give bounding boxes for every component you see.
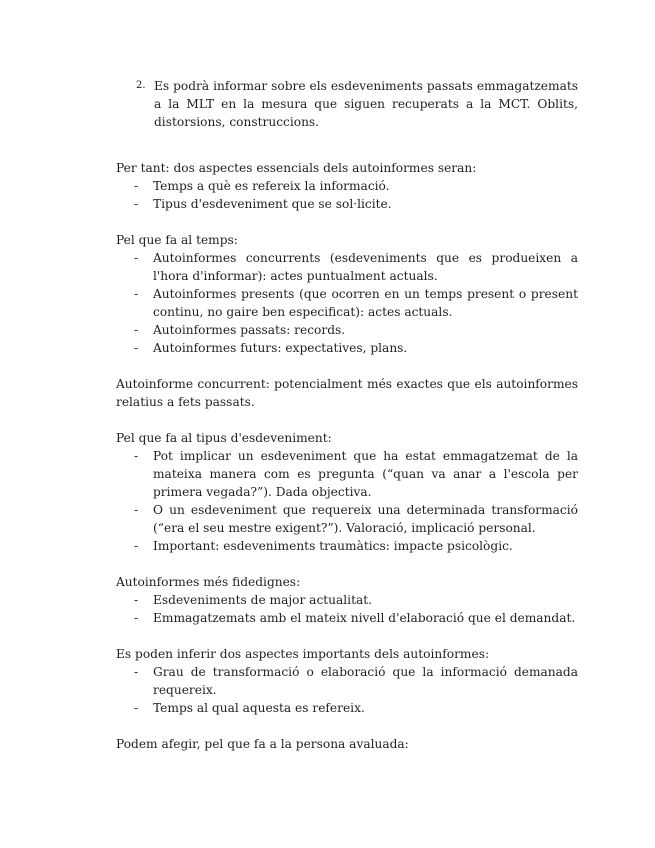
list-item: - Temps al qual aquesta es refereix. [134,701,365,715]
document-page [116,77,578,753]
list-item: - Autoinformes concurrents (esdeveniments que es produeixen a l'hora d'informar): actes puntualment actuals. [134,251,578,283]
section7-text: Podem afegir, pel que fa a la persona avaluada: [116,737,409,751]
item-text: Es podrà informar sobre els esdeveniments passats emmagatzemats a la MLT en la mesura que siguen recuperats a la MCT. Oblits, distorsions, construccions. [154,79,578,129]
section3-text: Autoinforme concurrent: potencialment més exactes que els autoinformes relatius a fets passats. [116,377,578,409]
list-item: - Temps a què es refereix la informació. [134,179,390,193]
section1-list [116,177,578,213]
list-item: - Tipus d'esdeveniment que se sol·licite. [134,197,392,211]
section5-intro: Autoinformes més fidedignes: [116,575,301,589]
section4-intro: Pel que fa al tipus d'esdeveniment: [116,431,332,445]
section5-list [116,591,578,627]
list-item: - Autoinformes futurs: expectatives, plans. [134,341,408,355]
list-item: - Important: esdeveniments traumàtics: impacte psicològic. [134,539,513,553]
section2-intro: Pel que fa al temps: [116,233,238,247]
section6-list [116,663,578,717]
section2-list [116,249,578,357]
list-item: - Autoinformes passats: records. [134,323,346,337]
list-item: - Grau de transformació o elaboració que la informació demanada requereix. [134,665,578,697]
section6-intro: Es poden inferir dos aspectes importants dels autoinformes: [116,647,490,661]
section4-list [116,447,578,555]
item-number: 2. [136,80,146,91]
list-item: - O un esdeveniment que requereix una determinada transformació (“era el seu mestre exigent?”). Valoració, implicació personal. [134,503,578,535]
numbered-item [136,77,578,131]
list-item: - Emmagatzemats amb el mateix nivell d'elaboració que el demandat. [134,611,576,625]
list-item: - Autoinformes presents (que ocorren en un temps present o present continu, no gaire ben especificat): actes actuals. [134,287,578,319]
list-item: - Esdeveniments de major actualitat. [134,593,373,607]
section1-intro: Per tant: dos aspectes essencials dels autoinformes seran: [116,161,477,175]
list-item: - Pot implicar un esdeveniment que ha estat emmagatzemat de la mateixa manera com es pregunta (“quan va anar a l'escola per primera vegada?”). Dada objectiva. [134,449,578,499]
